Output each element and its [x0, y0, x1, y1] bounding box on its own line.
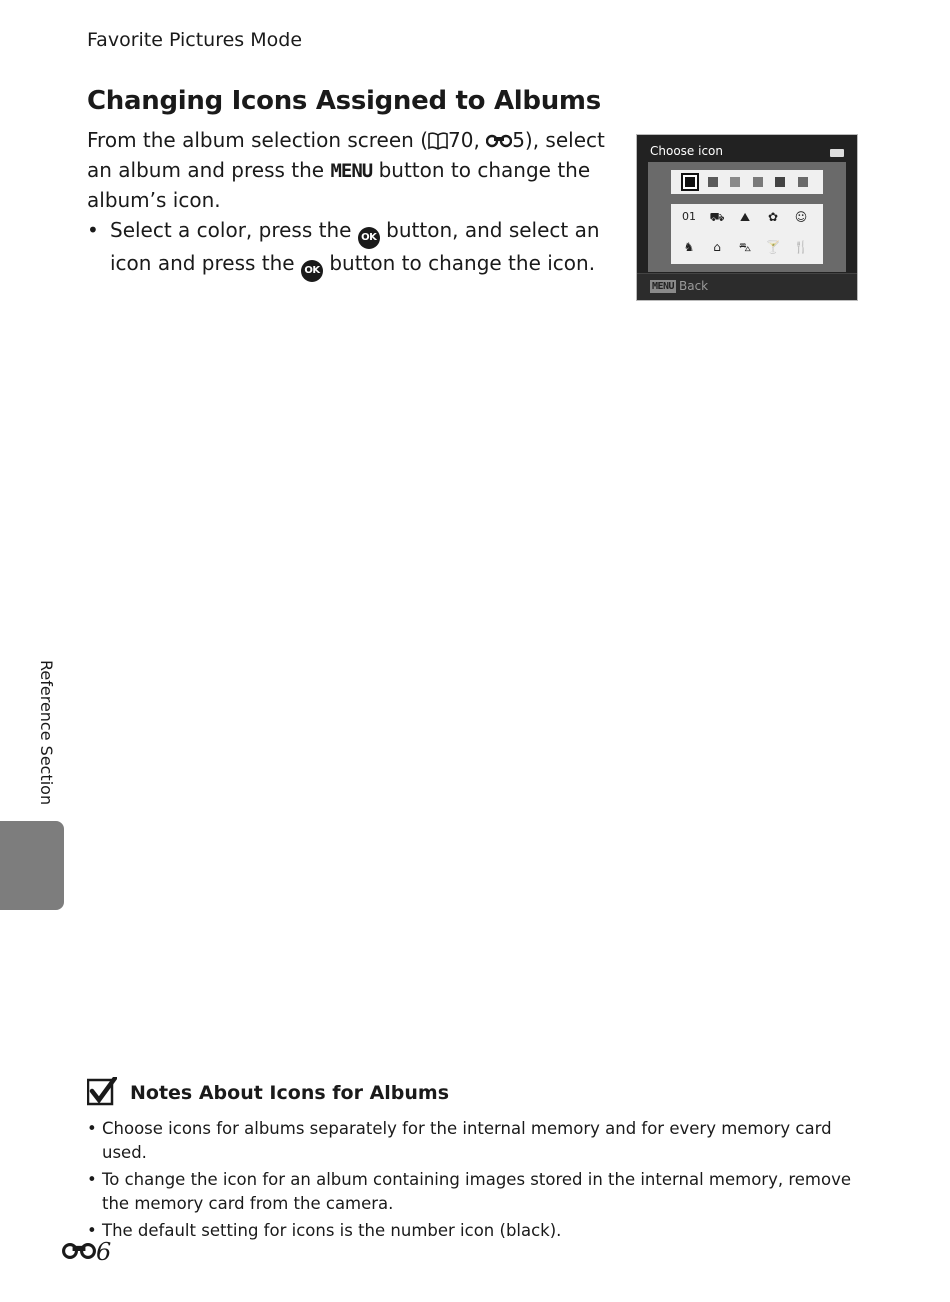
- color-swatch[interactable]: [753, 177, 763, 187]
- intro-ref-2: 5), select an album and press the: [87, 128, 605, 182]
- intro-text-1: From the album selection screen (: [87, 128, 429, 152]
- reference-section-icon: [62, 1242, 96, 1260]
- side-section-tab: [0, 821, 64, 910]
- icon-selection-panel: [648, 162, 846, 272]
- screen-footer: [637, 273, 857, 300]
- menu-button-label: MENU: [330, 159, 373, 182]
- drink-icon[interactable]: 🍸: [765, 240, 781, 254]
- camera-screen: [636, 134, 858, 301]
- color-swatch[interactable]: [708, 177, 718, 187]
- intro-ref-1: 70,: [448, 128, 487, 152]
- page-number: [62, 1238, 111, 1266]
- screen-title: Choose icon: [650, 144, 723, 158]
- section-title: Changing Icons Assigned to Albums: [87, 86, 601, 116]
- bullet-text-2: button, and select an icon and press the: [110, 218, 600, 275]
- intro-paragraph: [87, 126, 617, 216]
- notes-heading: Notes About Icons for Albums: [130, 1082, 450, 1104]
- color-swatch[interactable]: [798, 177, 808, 187]
- face-icon[interactable]: ☺: [794, 210, 808, 224]
- building-icon[interactable]: ⌂: [713, 240, 721, 254]
- bullet-text-3: button to change the icon.: [322, 251, 596, 275]
- bullet-dot: •: [87, 218, 99, 242]
- landscape-icon[interactable]: ⛰: [739, 210, 751, 224]
- notes-item: • The default setting for icons is the number icon (black).: [87, 1219, 867, 1243]
- notes-list: [87, 1117, 867, 1246]
- battery-icon: [830, 149, 844, 157]
- color-swatch[interactable]: [775, 177, 785, 187]
- color-selector-row[interactable]: [671, 170, 823, 194]
- color-swatch[interactable]: [730, 177, 740, 187]
- side-section-label: Reference Section: [37, 660, 56, 806]
- instruction-bullet: [87, 216, 617, 282]
- back-label: Back: [679, 279, 709, 293]
- reference-section-icon: [486, 134, 512, 148]
- bullet-text-1: Select a color, press the: [110, 218, 358, 242]
- menu-button-badge[interactable]: MENU: [652, 281, 675, 292]
- number-icon[interactable]: 01: [682, 210, 696, 223]
- gift-icon[interactable]: ⛟: [709, 210, 725, 224]
- flower-icon[interactable]: ✿: [767, 210, 779, 224]
- dining-icon[interactable]: 🍴: [793, 240, 809, 254]
- notes-item: • To change the icon for an album containing images stored in the internal memory, remove the memory card from the camera.: [87, 1168, 867, 1216]
- notes-item: • Choose icons for albums separately for the internal memory and for every memory card used.: [87, 1117, 867, 1165]
- car-icon[interactable]: ⛍: [738, 240, 752, 254]
- checkmark-note-icon: [87, 1077, 117, 1107]
- pet-icon[interactable]: ♞: [683, 240, 695, 254]
- intro-text-2: button to change the album’s icon.: [87, 157, 591, 212]
- page-number-text: 6: [96, 1238, 112, 1266]
- running-header: Favorite Pictures Mode: [87, 29, 303, 51]
- color-swatch-selected[interactable]: [681, 173, 699, 191]
- ok-button-icon: OK: [358, 227, 380, 249]
- book-reference-icon: [428, 132, 448, 150]
- icon-grid[interactable]: [671, 204, 823, 264]
- ok-button-icon: OK: [301, 260, 323, 282]
